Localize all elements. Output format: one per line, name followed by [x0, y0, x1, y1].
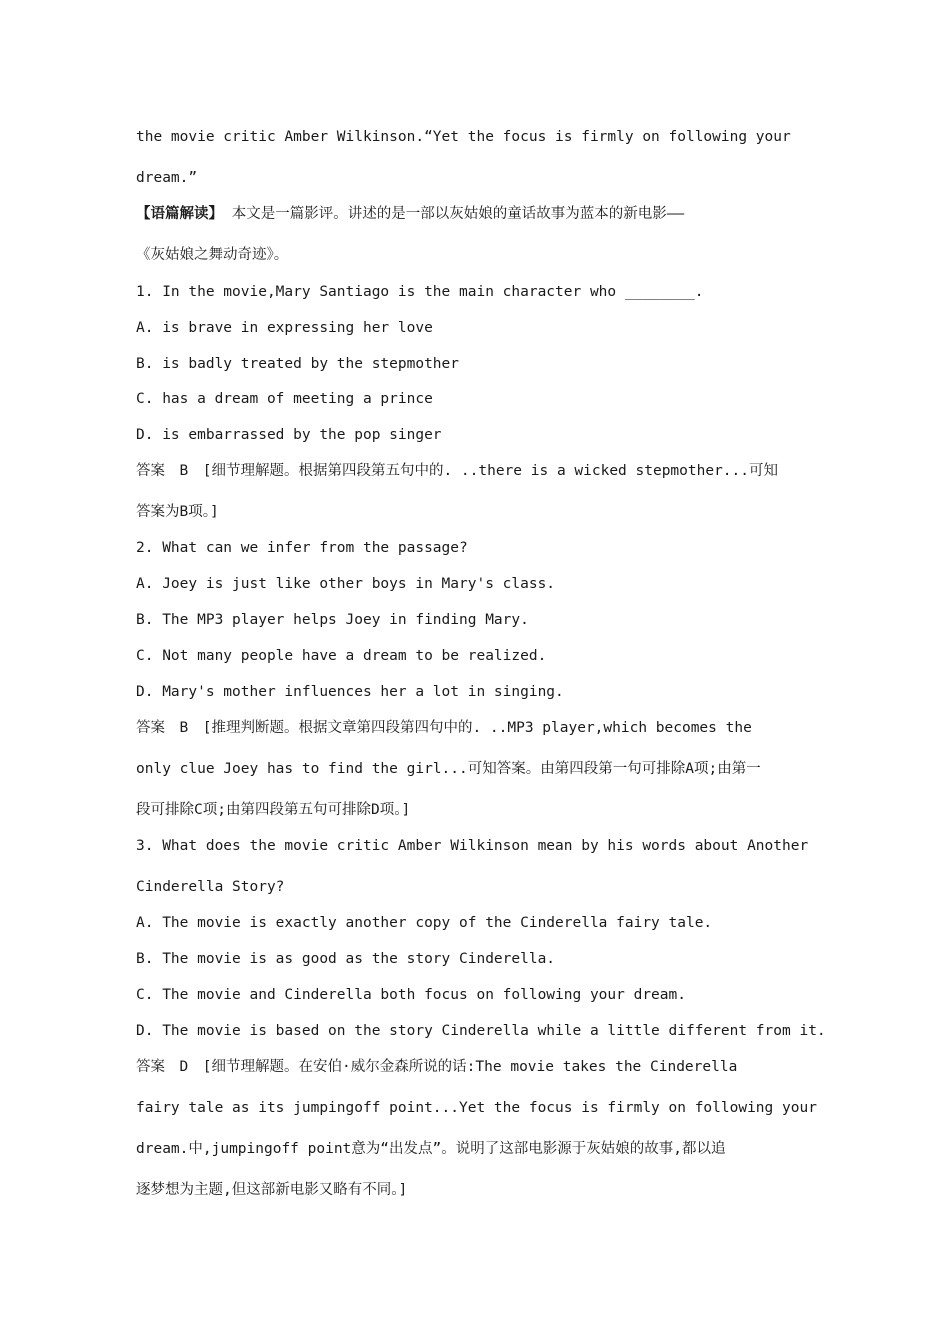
option-c: C. has a dream of meeting a prince: [136, 391, 433, 407]
option-b: B. The movie is as good as the story Cinderella.: [136, 951, 556, 967]
answer-explanation: fairy tale as its jumpingoff point...Yet the focus is firmly on following your: [136, 1100, 817, 1116]
analysis-text: 《灰姑娘之舞动奇迹》。: [136, 247, 289, 263]
analysis-text: 本文是一篇影评。讲述的是一部以灰姑娘的童话故事为蓝本的新电影——: [223, 206, 685, 222]
question-stem: 2. What can we infer from the passage?: [136, 540, 468, 556]
answer-explanation: 段可排除C项;由第四段第五句可排除D项。]: [136, 802, 411, 818]
answer-explanation: 答案为B项。]: [136, 504, 219, 520]
answer-explanation: 答案 D [细节理解题。在安伯·威尔金森所说的话:The movie takes the Cinderella: [136, 1059, 738, 1075]
option-b: B. The MP3 player helps Joey in finding Mary.: [136, 612, 529, 628]
passage-analysis: [136, 204, 826, 224]
intro-line: dream.”: [136, 170, 198, 186]
option-c: C. The movie and Cinderella both focus on following your dream.: [136, 987, 686, 1003]
question-stem: 1. In the movie,Mary Santiago is the main character who ________.: [136, 284, 704, 300]
option-a: A. Joey is just like other boys in Mary's class.: [136, 576, 556, 592]
option-a: A. is brave in expressing her love: [136, 320, 433, 336]
answer-explanation: 答案 B [推理判断题。根据文章第四段第四句中的. ..MP3 player,which becomes the: [136, 720, 752, 736]
answer-explanation: 逐梦想为主题,但这部新电影又略有不同。]: [136, 1182, 408, 1198]
option-b: B. is badly treated by the stepmother: [136, 356, 460, 372]
answer-explanation: 答案 B [细节理解题。根据第四段第五句中的. ..there is a wicked stepmother...可知: [136, 463, 778, 479]
intro-line: the movie critic Amber Wilkinson.“Yet the focus is firmly on following your: [136, 129, 791, 145]
answer-explanation: only clue Joey has to find the girl...可知答案。由第四段第一句可排除A项;由第一: [136, 761, 761, 777]
analysis-label: 【语篇解读】: [136, 206, 223, 222]
option-d: D. is embarrassed by the pop singer: [136, 427, 442, 443]
option-d: D. The movie is based on the story Cinderella while a little different from it.: [136, 1023, 826, 1039]
question-stem: Cinderella Story?: [136, 879, 285, 895]
option-d: D. Mary's mother influences her a lot in singing.: [136, 684, 564, 700]
option-c: C. Not many people have a dream to be realized.: [136, 648, 547, 664]
question-stem: 3. What does the movie critic Amber Wilkinson mean by his words about Another: [136, 838, 809, 854]
answer-explanation: dream.中,jumpingoff point意为“出发点”。说明了这部电影源于灰姑娘的故事,都以追: [136, 1141, 726, 1157]
option-a: A. The movie is exactly another copy of the Cinderella fairy tale.: [136, 915, 713, 931]
